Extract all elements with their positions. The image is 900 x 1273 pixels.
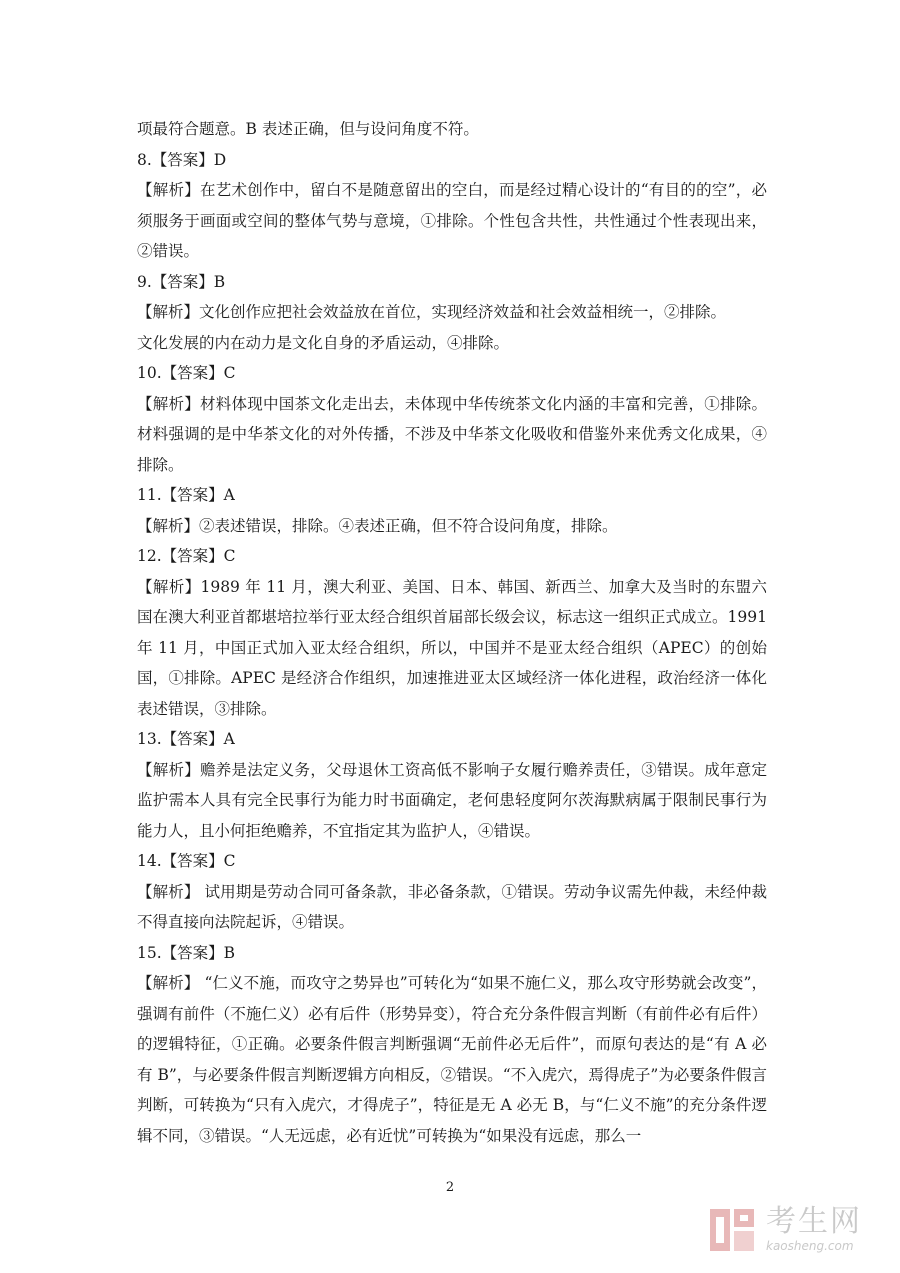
analysis-paragraph-14: 【解析】 试用期是劳动合同可备条款，非必备条款，①错误。劳动争议需先仲裁，未经仲裁不得直接向法院起诉，④错误。: [137, 882, 767, 931]
watermark-brand-text: 考生网: [766, 1204, 862, 1239]
watermark: [708, 1203, 876, 1259]
analysis-paragraph-10: 【解析】材料体现中国茶文化走出去，未体现中华传统茶文化内涵的丰富和完善，①排除。材料强调的是中华茶文化的对外传播，不涉及中华茶文化吸收和借鉴外来优秀文化成果，④排除。: [137, 394, 767, 474]
answer-heading-9: 9.【答案】B: [137, 272, 226, 291]
analysis-paragraph-9-cont: 文化发展的内在动力是文化自身的矛盾运动，④排除。: [137, 333, 510, 352]
answer-heading-11: 11.【答案】A: [137, 486, 235, 504]
watermark-url-text: kaosheng.com: [766, 1239, 854, 1253]
analysis-paragraph-12: 【解析】1989 年 11 月，澳大利亚、美国、日本、韩国、新西兰、加拿大及当时的东盟六国在澳大利亚首都堪培拉举行亚太经合组织首届部长级会议，标志这一组织正式成立。1991 年 11 月，中国正式加入亚太经合组织，所以，中国并不是亚太经合组织（APEC）的创始国，①排除。APEC 是经济合作组织，加速推进亚太区域经济一体化进程，政治经济一体化表述错误，③排除。: [137, 577, 767, 718]
answer-heading-8: 8.【答案】D: [137, 150, 227, 169]
answer-heading-15: 15.【答案】B: [137, 943, 236, 962]
analysis-paragraph-8: 【解析】在艺术创作中，留白不是随意留出的空白，而是经过精心设计的“有目的的空”，必须服务于画面或空间的整体气势与意境，①排除。个性包含共性，共性通过个性表现出来，②错误。: [137, 181, 767, 260]
analysis-paragraph-9: 【解析】文化创作应把社会效益放在首位，实现经济效益和社会效益相统一，②排除。: [137, 303, 727, 321]
kaosheng-logo-icon: [708, 1205, 758, 1259]
text-line: 项最符合题意。B 表述正确，但与设问角度不符。: [137, 120, 479, 138]
page-number: 2: [445, 1180, 455, 1195]
answer-heading-12: 12.【答案】C: [137, 547, 236, 565]
answer-analysis-text: [137, 114, 767, 1151]
analysis-paragraph-13: 【解析】赡养是法定义务，父母退休工资高低不影响子女履行赡养责任，③错误。成年意定监护需本人具有完全民事行为能力时书面确定，老何患轻度阿尔茨海默病属于限制民事行为能力人，且小何拒绝赡养，不宜指定其为监护人，④错误。: [137, 760, 767, 840]
answer-heading-14: 14.【答案】C: [137, 852, 236, 870]
answer-heading-13: 13.【答案】A: [137, 730, 235, 748]
answer-heading-10: 10.【答案】C: [137, 364, 236, 382]
analysis-paragraph-15: 【解析】 “仁义不施，而攻守之势异也”可转化为“如果不施仁义，那么攻守形势就会改变”，强调有前件（不施仁义）必有后件（形势异变），符合充分条件假言判断（有前件必有后件）的逻辑特征，①正确。必要条件假言判断强调“无前件必无后件”，而原句表达的是“有 A 必有 B”，与必要条件假言判断逻辑方向相反，②错误。“不入虎穴，焉得虎子”为必要条件假言判断，可转换为“只有入虎穴，才得虎子”，特征是无 A 必无 B，与“仁义不施”的充分条件逻辑不同，③错误。“人无远虑，必有近忧”可转换为“如果没有远虑，那么一: [137, 974, 767, 1145]
analysis-paragraph-11: 【解析】②表述错误，排除。④表述正确，但不符合设问角度，排除。: [137, 516, 618, 535]
